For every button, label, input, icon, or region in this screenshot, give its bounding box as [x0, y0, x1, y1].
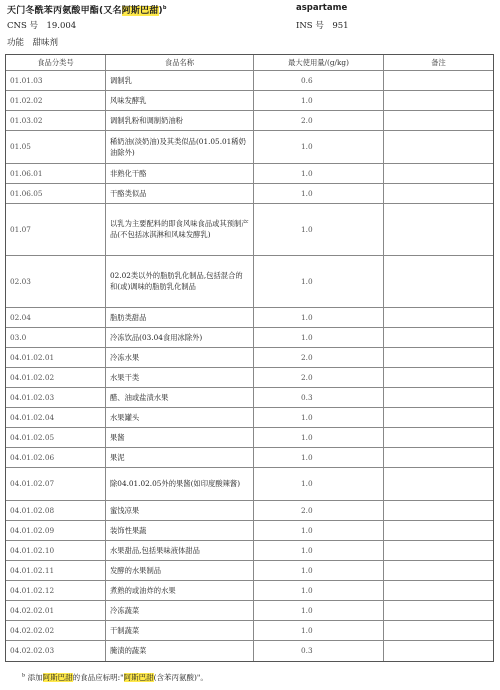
category-code: 04.01.02.12: [6, 581, 106, 600]
food-name: 蜜饯凉果: [106, 501, 254, 520]
category-code: 01.01.03: [6, 71, 106, 90]
table-row: [6, 601, 493, 621]
food-name: 除04.01.02.05外的果酱(如印度酸辣酱): [106, 468, 254, 500]
table-row: [6, 581, 493, 601]
food-name: 冷冻水果: [106, 348, 254, 367]
table-row: [6, 91, 493, 111]
category-code: 02.03: [6, 256, 106, 307]
category-code: 04.01.02.02: [6, 368, 106, 387]
table-row: [6, 521, 493, 541]
remark: [384, 388, 493, 407]
category-code: 04.01.02.01: [6, 348, 106, 367]
table-row: [6, 641, 493, 661]
remark: [384, 71, 493, 90]
max-usage: 1.0: [254, 131, 384, 163]
remark: [384, 131, 493, 163]
category-code: 04.01.02.04: [6, 408, 106, 427]
code-row: [0, 19, 500, 33]
food-name: 干制蔬菜: [106, 621, 254, 640]
remark: [384, 164, 493, 183]
max-usage: 2.0: [254, 111, 384, 130]
title-footnote-mark: b: [162, 5, 167, 11]
max-usage: 1.0: [254, 91, 384, 110]
food-name: 冷冻蔬菜: [106, 601, 254, 620]
max-usage: 1.0: [254, 328, 384, 347]
remark: [384, 448, 493, 467]
category-code: 01.06.05: [6, 184, 106, 203]
table-row: [6, 501, 493, 521]
category-code: 04.01.02.10: [6, 541, 106, 560]
remark: [384, 184, 493, 203]
food-name: 非熟化干酪: [106, 164, 254, 183]
food-name: 水果甜品,包括果味液体甜品: [106, 541, 254, 560]
remark: [384, 641, 493, 661]
table-row: [6, 388, 493, 408]
category-code: 04.01.02.03: [6, 388, 106, 407]
table-row: [6, 541, 493, 561]
footnote: $^b$ 添加阿斯巴甜的食品应标明:"阿斯巴甜(含苯丙氨酸)"。: [22, 672, 208, 682]
column-header: 食品分类号: [6, 55, 106, 70]
usage-table: [5, 54, 494, 662]
food-name: 调制乳粉和调制奶油粉: [106, 111, 254, 130]
title-row: [0, 3, 500, 17]
max-usage: 1.0: [254, 256, 384, 307]
column-header: 备注: [431, 58, 446, 67]
footnote-mark: b: [22, 672, 26, 679]
max-usage: 0.6: [254, 71, 384, 90]
food-name: 煮熟的或油炸的水果: [106, 581, 254, 600]
remark: [384, 581, 493, 600]
remark: [384, 521, 493, 540]
category-code: 02.04: [6, 308, 106, 327]
remark: [384, 368, 493, 387]
max-usage: 0.3: [254, 641, 384, 661]
table-row: [6, 468, 493, 501]
category-code: 01.06.01: [6, 164, 106, 183]
max-usage: 2.0: [254, 368, 384, 387]
max-usage: 1.0: [254, 408, 384, 427]
max-usage: 1.0: [254, 468, 384, 500]
table-row: [6, 408, 493, 428]
category-code: 01.03.02: [6, 111, 106, 130]
max-usage: 0.3: [254, 388, 384, 407]
max-usage: 1.0: [254, 204, 384, 255]
remark: [384, 111, 493, 130]
category-code: 04.01.02.05: [6, 428, 106, 447]
food-name: 醋、油或盐渍水果: [106, 388, 254, 407]
table-row: [6, 348, 493, 368]
max-usage: 1.0: [254, 164, 384, 183]
cns-number: CNS 号 19.004: [7, 21, 77, 31]
column-header: 食品名称: [106, 55, 254, 70]
category-code: 04.02.02.01: [6, 601, 106, 620]
additive-title: 天门冬酰苯丙氨酸甲酯(又名阿斯巴甜)$^b$: [7, 5, 167, 16]
category-code: 04.01.02.09: [6, 521, 106, 540]
remark: [384, 541, 493, 560]
food-name: 调制乳: [106, 71, 254, 90]
max-usage: 1.0: [254, 184, 384, 203]
max-usage: 1.0: [254, 308, 384, 327]
max-usage: 1.0: [254, 581, 384, 600]
remark: [384, 468, 493, 500]
food-name: 以乳为主要配料的即食风味食品或其预制产品(不包括冰淇淋和风味发酵乳): [106, 204, 254, 255]
max-usage: 1.0: [254, 521, 384, 540]
food-name: 装饰性果蔬: [106, 521, 254, 540]
food-name: 果泥: [106, 448, 254, 467]
remark: [384, 328, 493, 347]
max-usage: 1.0: [254, 448, 384, 467]
max-usage: 1.0: [254, 428, 384, 447]
category-code: 04.01.02.08: [6, 501, 106, 520]
food-name: 发酵的水果制品: [106, 561, 254, 580]
table-row: [6, 561, 493, 581]
table-row: [6, 428, 493, 448]
table-row: [6, 308, 493, 328]
function-label: 功能 甜味剂: [7, 38, 59, 48]
food-name: 水果干类: [106, 368, 254, 387]
table-row: [6, 256, 493, 308]
max-usage: 1.0: [254, 541, 384, 560]
remark: [384, 308, 493, 327]
table-row: [6, 131, 493, 164]
table-row: [6, 164, 493, 184]
function-row: [0, 36, 500, 50]
remark: [384, 204, 493, 255]
max-usage: 2.0: [254, 348, 384, 367]
category-code: 04.02.02.02: [6, 621, 106, 640]
ins-number: INS 号 951: [296, 21, 349, 31]
remark: [384, 256, 493, 307]
category-code: 01.05: [6, 131, 106, 163]
remark: [384, 561, 493, 580]
remark: [384, 91, 493, 110]
food-name: 脂肪类甜品: [106, 308, 254, 327]
title-highlight: 阿斯巴甜: [121, 6, 159, 16]
food-name: 冷冻饮品(03.04食用冰除外): [106, 328, 254, 347]
category-code: 04.01.02.11: [6, 561, 106, 580]
table-row: [6, 111, 493, 131]
category-code: 01.07: [6, 204, 106, 255]
food-name: 果酱: [106, 428, 254, 447]
category-code: 04.01.02.07: [6, 468, 106, 500]
category-code: 04.01.02.06: [6, 448, 106, 467]
remark: [384, 621, 493, 640]
max-usage: 1.0: [254, 601, 384, 620]
table-row: [6, 368, 493, 388]
max-usage: 1.0: [254, 561, 384, 580]
category-code: 04.02.02.03: [6, 641, 106, 661]
remark: [384, 428, 493, 447]
english-name: aspartame: [296, 3, 348, 13]
food-name: 腌渍的蔬菜: [106, 641, 254, 661]
table-row: [6, 204, 493, 256]
food-name: 风味发酵乳: [106, 91, 254, 110]
table-row: [6, 328, 493, 348]
column-header: 最大使用量/(g/kg): [254, 55, 384, 70]
category-code: 01.02.02: [6, 91, 106, 110]
table-header: [6, 55, 493, 71]
table-row: [6, 71, 493, 91]
food-name: 水果罐头: [106, 408, 254, 427]
remark: [384, 348, 493, 367]
table-row: [6, 621, 493, 641]
max-usage: 2.0: [254, 501, 384, 520]
food-name: 干酪类似品: [106, 184, 254, 203]
table-row: [6, 448, 493, 468]
table-row: [6, 184, 493, 204]
food-name: 稀奶油(淡奶油)及其类似品(01.05.01稀奶油除外): [106, 131, 254, 163]
category-code: 03.0: [6, 328, 106, 347]
remark: [384, 408, 493, 427]
food-name: 02.02类以外的脂肪乳化制品,包括混合的和(或)调味的脂肪乳化制品: [106, 256, 254, 307]
remark: [384, 601, 493, 620]
max-usage: 1.0: [254, 621, 384, 640]
remark: [384, 501, 493, 520]
